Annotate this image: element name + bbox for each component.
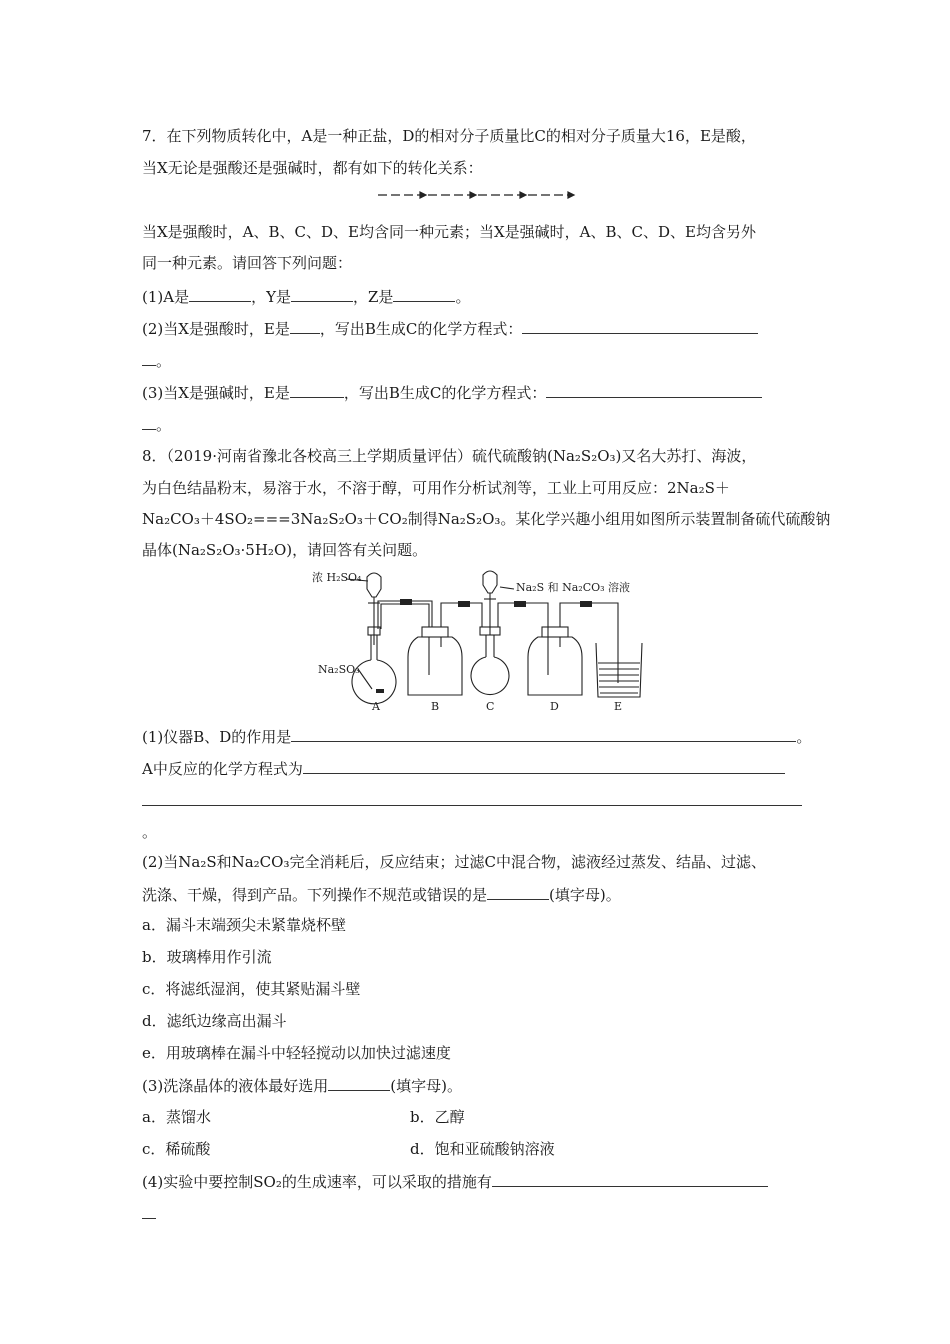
label-b: B <box>431 700 440 713</box>
q7-part2-e-label: (2)当X是强酸时，E是 <box>142 320 290 338</box>
q8-part1-eq-cont <box>142 790 802 811</box>
q8-part1-eq <box>142 758 785 779</box>
answer-blank-e-base[interactable] <box>290 382 344 398</box>
q7-part1-y-label: ，Y是 <box>251 288 291 306</box>
label-e: E <box>614 700 623 713</box>
label-na2s-na2co3-solution: Na₂S 和 Na₂CO₃ 溶液 <box>516 581 631 594</box>
q7-part2-eq-label: ，写出B生成C的化学方程式： <box>319 320 523 338</box>
answer-blank-p4-cont[interactable] <box>142 1203 156 1219</box>
q8-part3-question: (3)洗涤晶体的液体最好选用 <box>142 1077 329 1095</box>
q8-part3-option-b: b．乙醇 <box>410 1108 465 1126</box>
answer-blank-a[interactable] <box>189 286 251 302</box>
answer-blank-equation-acid[interactable] <box>522 318 758 334</box>
q8-part2-question: 洗涤、干燥，得到产品。下列操作不规范或错误的是 <box>142 886 488 904</box>
q8-part4-question: (4)实验中要控制SO₂的生成速率，可以采取的措施有 <box>142 1173 492 1191</box>
q8-part2-hint: (填字母)。 <box>549 886 621 904</box>
answer-blank-y[interactable] <box>291 286 353 302</box>
q8-part4-cont <box>142 1203 156 1224</box>
q7-stem-line4: 同一种元素。请回答下列问题： <box>142 254 353 272</box>
label-conc-h2so4: 浓 H₂SO₄ <box>312 571 362 584</box>
q7-part3-eq-label: ，写出B生成C的化学方程式： <box>343 384 547 402</box>
label-na2so3: Na₂SO₃ <box>318 663 360 676</box>
q8-stem-line1: 8．（2019·河南省豫北各校高三上学期质量评估）硫代硫酸钠(Na₂S₂O₃)又名大苏打、海波， <box>142 447 757 465</box>
q7-part1-z-label: ，Z是 <box>353 288 394 306</box>
q8-part2-option-b: b．玻璃棒用作引流 <box>142 948 272 966</box>
q7-part2-end: 。 <box>156 352 172 370</box>
answer-blank-a-equation[interactable] <box>303 758 785 774</box>
label-a: A <box>372 700 380 713</box>
q7-part2-cont <box>142 350 171 371</box>
q8-part3 <box>142 1075 462 1096</box>
q7-part1-end: 。 <box>455 288 471 306</box>
q8-part2-line2 <box>142 884 621 905</box>
answer-blank-bd-function[interactable] <box>291 726 796 742</box>
answer-blank-p2[interactable] <box>487 884 549 900</box>
answer-blank-equation-acid-cont[interactable] <box>142 350 156 366</box>
q8-part3-option-c: c．稀硫酸 <box>142 1140 211 1158</box>
q7-stem-line3: 当X是强酸时，A、B、C、D、E均含同一种元素；当X是强碱时，A、B、C、D、E均含另外 <box>142 223 756 241</box>
apparatus-diagram <box>300 565 650 715</box>
answer-blank-p4[interactable] <box>492 1171 768 1187</box>
answer-blank-equation-base[interactable] <box>546 382 762 398</box>
q7-part3-end: 。 <box>156 416 172 434</box>
answer-blank-e-acid[interactable] <box>290 318 320 334</box>
q8-part2-option-e: e．用玻璃棒在漏斗中轻轻搅动以加快过滤速度 <box>142 1044 451 1062</box>
q7-part2 <box>142 318 758 339</box>
conversion-arrow-chain <box>376 188 576 202</box>
q8-part1-label: (1)仪器B、D的作用是 <box>142 728 292 746</box>
q7-part1-a-label: (1)A是 <box>142 288 190 306</box>
q8-part3-option-a: a．蒸馏水 <box>142 1108 211 1126</box>
q7-part1 <box>142 286 470 307</box>
q8-part1-end: 。 <box>796 728 812 746</box>
q7-part3-e-label: (3)当X是强碱时，E是 <box>142 384 290 402</box>
answer-blank-equation-base-cont[interactable] <box>142 414 156 430</box>
answer-blank-p3[interactable] <box>328 1075 390 1091</box>
q8-part2-line1: (2)当Na₂S和Na₂CO₃完全消耗后，反应结束；过滤C中混合物，滤液经过蒸发、结晶、过滤、 <box>142 853 766 871</box>
q8-part2-option-c: c．将滤纸湿润，使其紧贴漏斗壁 <box>142 980 361 998</box>
label-c: C <box>486 700 495 713</box>
q7-stem-line2: 当X无论是强酸还是强碱时，都有如下的转化关系： <box>142 159 483 177</box>
q8-part1-end2: 。 <box>142 823 158 841</box>
q8-part3-option-d: d．饱和亚硫酸钠溶液 <box>410 1140 555 1158</box>
q8-stem-line2: 为白色结晶粉末，易溶于水，不溶于醇，可用作分析试剂等，工业上可用反应：2Na₂S＋ <box>142 479 730 497</box>
q7-stem-line1: 7．在下列物质转化中，A是一种正盐，D的相对分子质量比C的相对分子质量大16，E是酸， <box>142 127 756 145</box>
q8-part3-hint: (填字母)。 <box>390 1077 462 1095</box>
answer-blank-a-equation-cont[interactable] <box>142 790 802 806</box>
q8-part4 <box>142 1171 768 1192</box>
q8-stem-line4: 晶体(Na₂S₂O₃·5H₂O)，请回答有关问题。 <box>142 541 428 559</box>
q8-part1-eq-label: A中反应的化学方程式为 <box>142 760 303 778</box>
q7-part3-cont <box>142 414 171 435</box>
q7-part3 <box>142 382 762 403</box>
q8-part2-option-d: d．滤纸边缘高出漏斗 <box>142 1012 287 1030</box>
q8-part2-option-a: a．漏斗末端颈尖未紧靠烧杯壁 <box>142 916 346 934</box>
answer-blank-z[interactable] <box>393 286 455 302</box>
q8-stem-line3: Na₂CO₃＋4SO₂===3Na₂S₂O₃＋CO₂制得Na₂S₂O₃。某化学兴趣小组用如图所示装置制备硫代硫酸钠 <box>142 510 831 528</box>
label-d: D <box>550 700 559 713</box>
q8-part1 <box>142 726 811 747</box>
